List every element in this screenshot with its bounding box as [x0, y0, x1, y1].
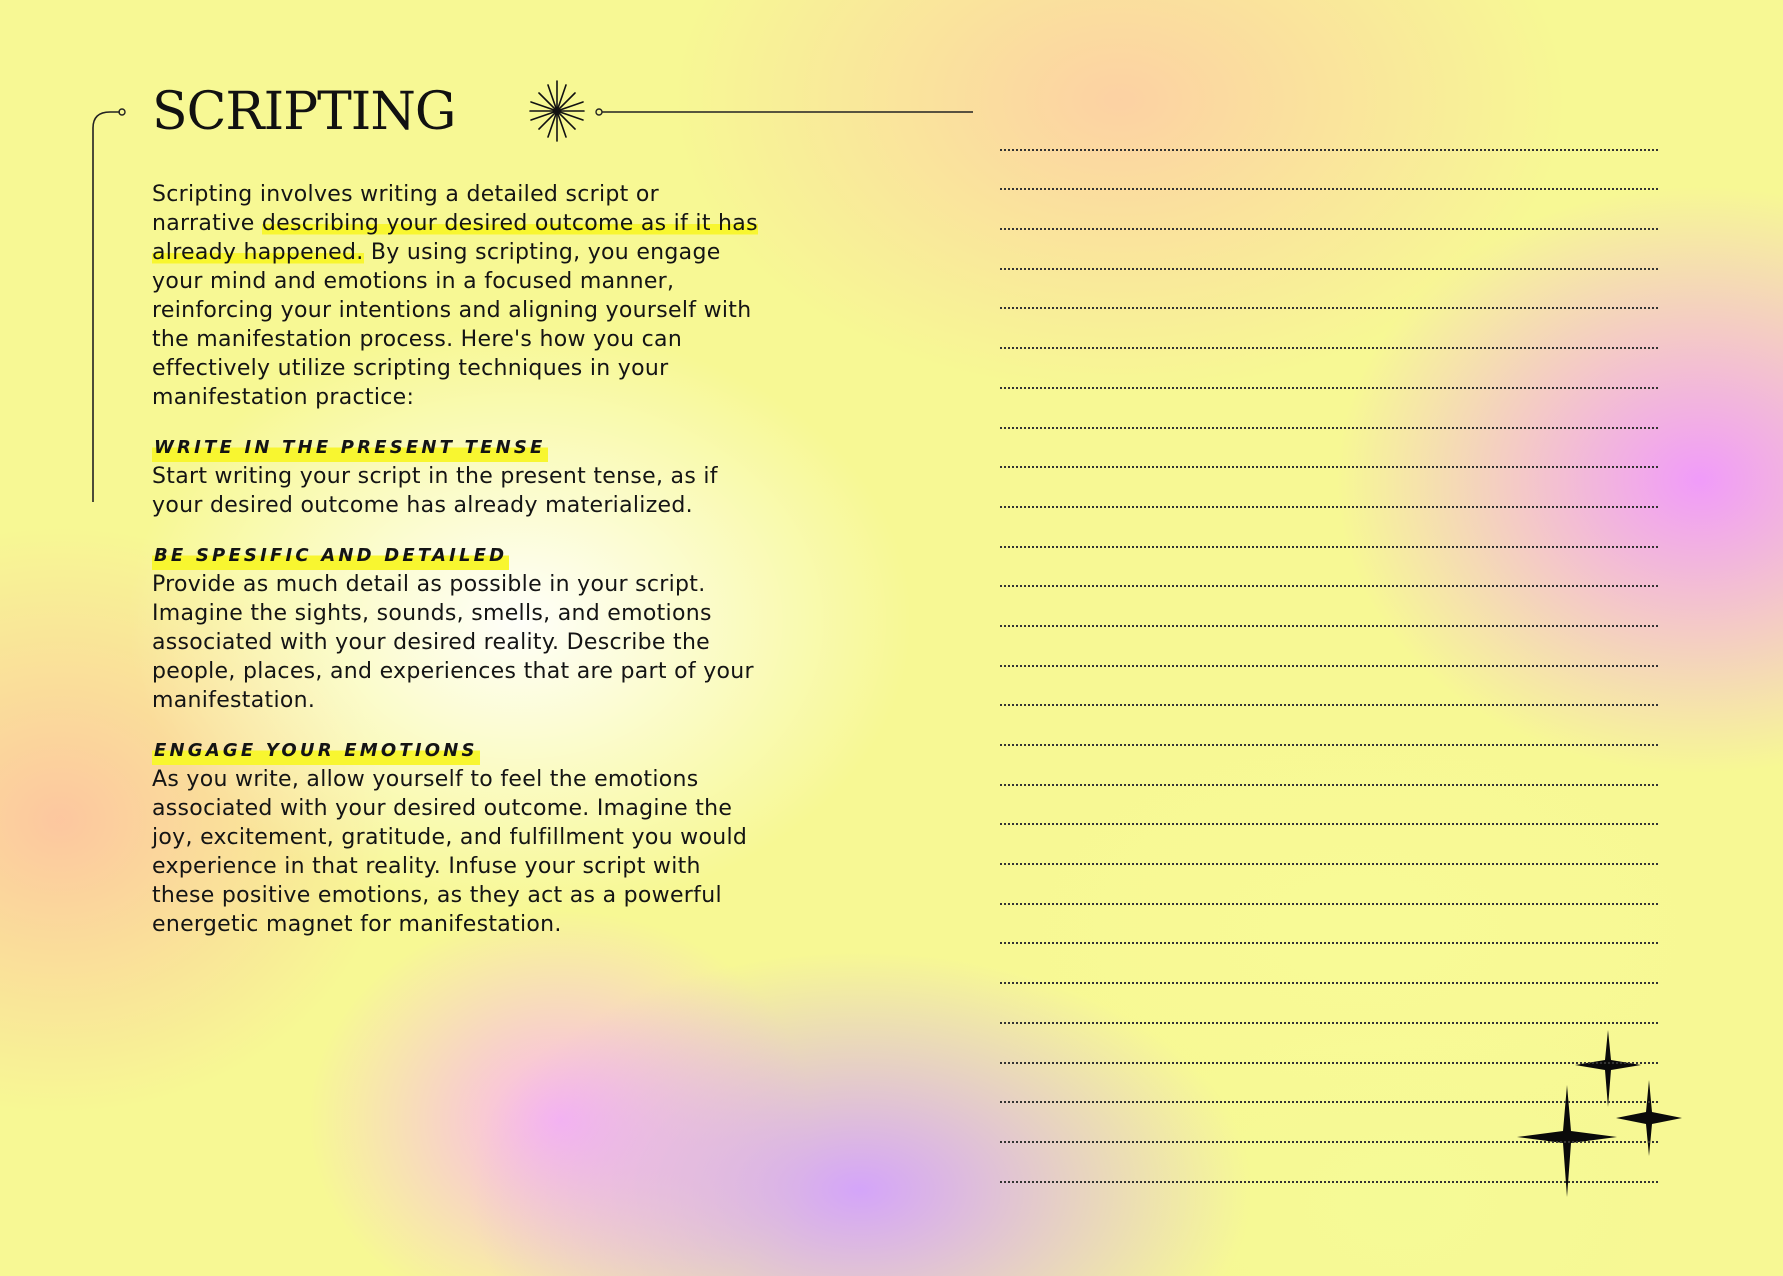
writing-line: [1000, 1024, 1658, 1064]
section-heading: ENGAGE YOUR EMOTIONS: [152, 737, 480, 765]
section-body: Provide as much detail as possible in your script. Imagine the sights, sounds, smells, and emotions associated with your desired reality. Describe the people, places, and experiences that are part of your manifestation.: [152, 572, 754, 713]
writing-line: [1000, 1064, 1658, 1104]
section-engage-emotions: [152, 735, 762, 939]
page-title: SCRIPTING: [152, 82, 456, 142]
section-body: As you write, allow yourself to feel the emotions associated with your desired outcome. Imagine the joy, excitement, gratitude, and fulfillment you would experience in that reality. Infuse your script with these positive emotions, as they act as a powerful energetic magnet for manifestation.: [152, 767, 748, 937]
writing-line: [1000, 905, 1658, 945]
writing-line: [1000, 1143, 1658, 1183]
writing-line: [1000, 230, 1658, 270]
writing-line: [1000, 270, 1658, 310]
intro-text-1: Scripting involves writing a detailed script or narrative: [152, 182, 659, 236]
rule-dot: [596, 109, 602, 115]
section-present-tense: [152, 432, 762, 520]
writing-line: [1000, 865, 1658, 905]
writing-line: [1000, 587, 1658, 627]
writing-line: [1000, 429, 1658, 469]
intro-text-2: By using scripting, you engage your mind and emotions in a focused manner, reinforcing your intentions and aligning yourself with the manifestation process. Here's how you can effectively utilize scripting techniques in your manifestation practice:: [152, 240, 752, 410]
left-bracket-line: [93, 112, 120, 502]
writing-line: [1000, 468, 1658, 508]
sparkle-icon: [530, 81, 584, 141]
writing-line: [1000, 825, 1658, 865]
intro-paragraph: [152, 180, 762, 412]
writing-line: [1000, 151, 1658, 191]
section-heading: WRITE IN THE PRESENT TENSE: [152, 434, 548, 462]
writing-line: [1000, 309, 1658, 349]
writing-line: [1000, 746, 1658, 786]
writing-line: [1000, 508, 1658, 548]
writing-line: [1000, 786, 1658, 826]
writing-line: [1000, 627, 1658, 667]
section-specific-detailed: [152, 540, 762, 715]
writing-lines: [1000, 111, 1658, 1183]
writing-line: [1000, 389, 1658, 429]
writing-line: [1000, 667, 1658, 707]
bracket-dot: [119, 109, 125, 115]
writing-line: [1000, 1103, 1658, 1143]
writing-line: [1000, 111, 1658, 151]
content-column: [152, 180, 762, 939]
writing-line: [1000, 190, 1658, 230]
section-body: Start writing your script in the present tense, as if your desired outcome has already materialized.: [152, 464, 718, 518]
writing-line: [1000, 944, 1658, 984]
writing-line: [1000, 548, 1658, 588]
writing-line: [1000, 349, 1658, 389]
intro-highlight: describing your desired outcome as if it has already happened.: [152, 211, 758, 265]
writing-line: [1000, 706, 1658, 746]
writing-line: [1000, 984, 1658, 1024]
section-heading: BE SPESIFIC AND DETAILED: [152, 542, 509, 570]
